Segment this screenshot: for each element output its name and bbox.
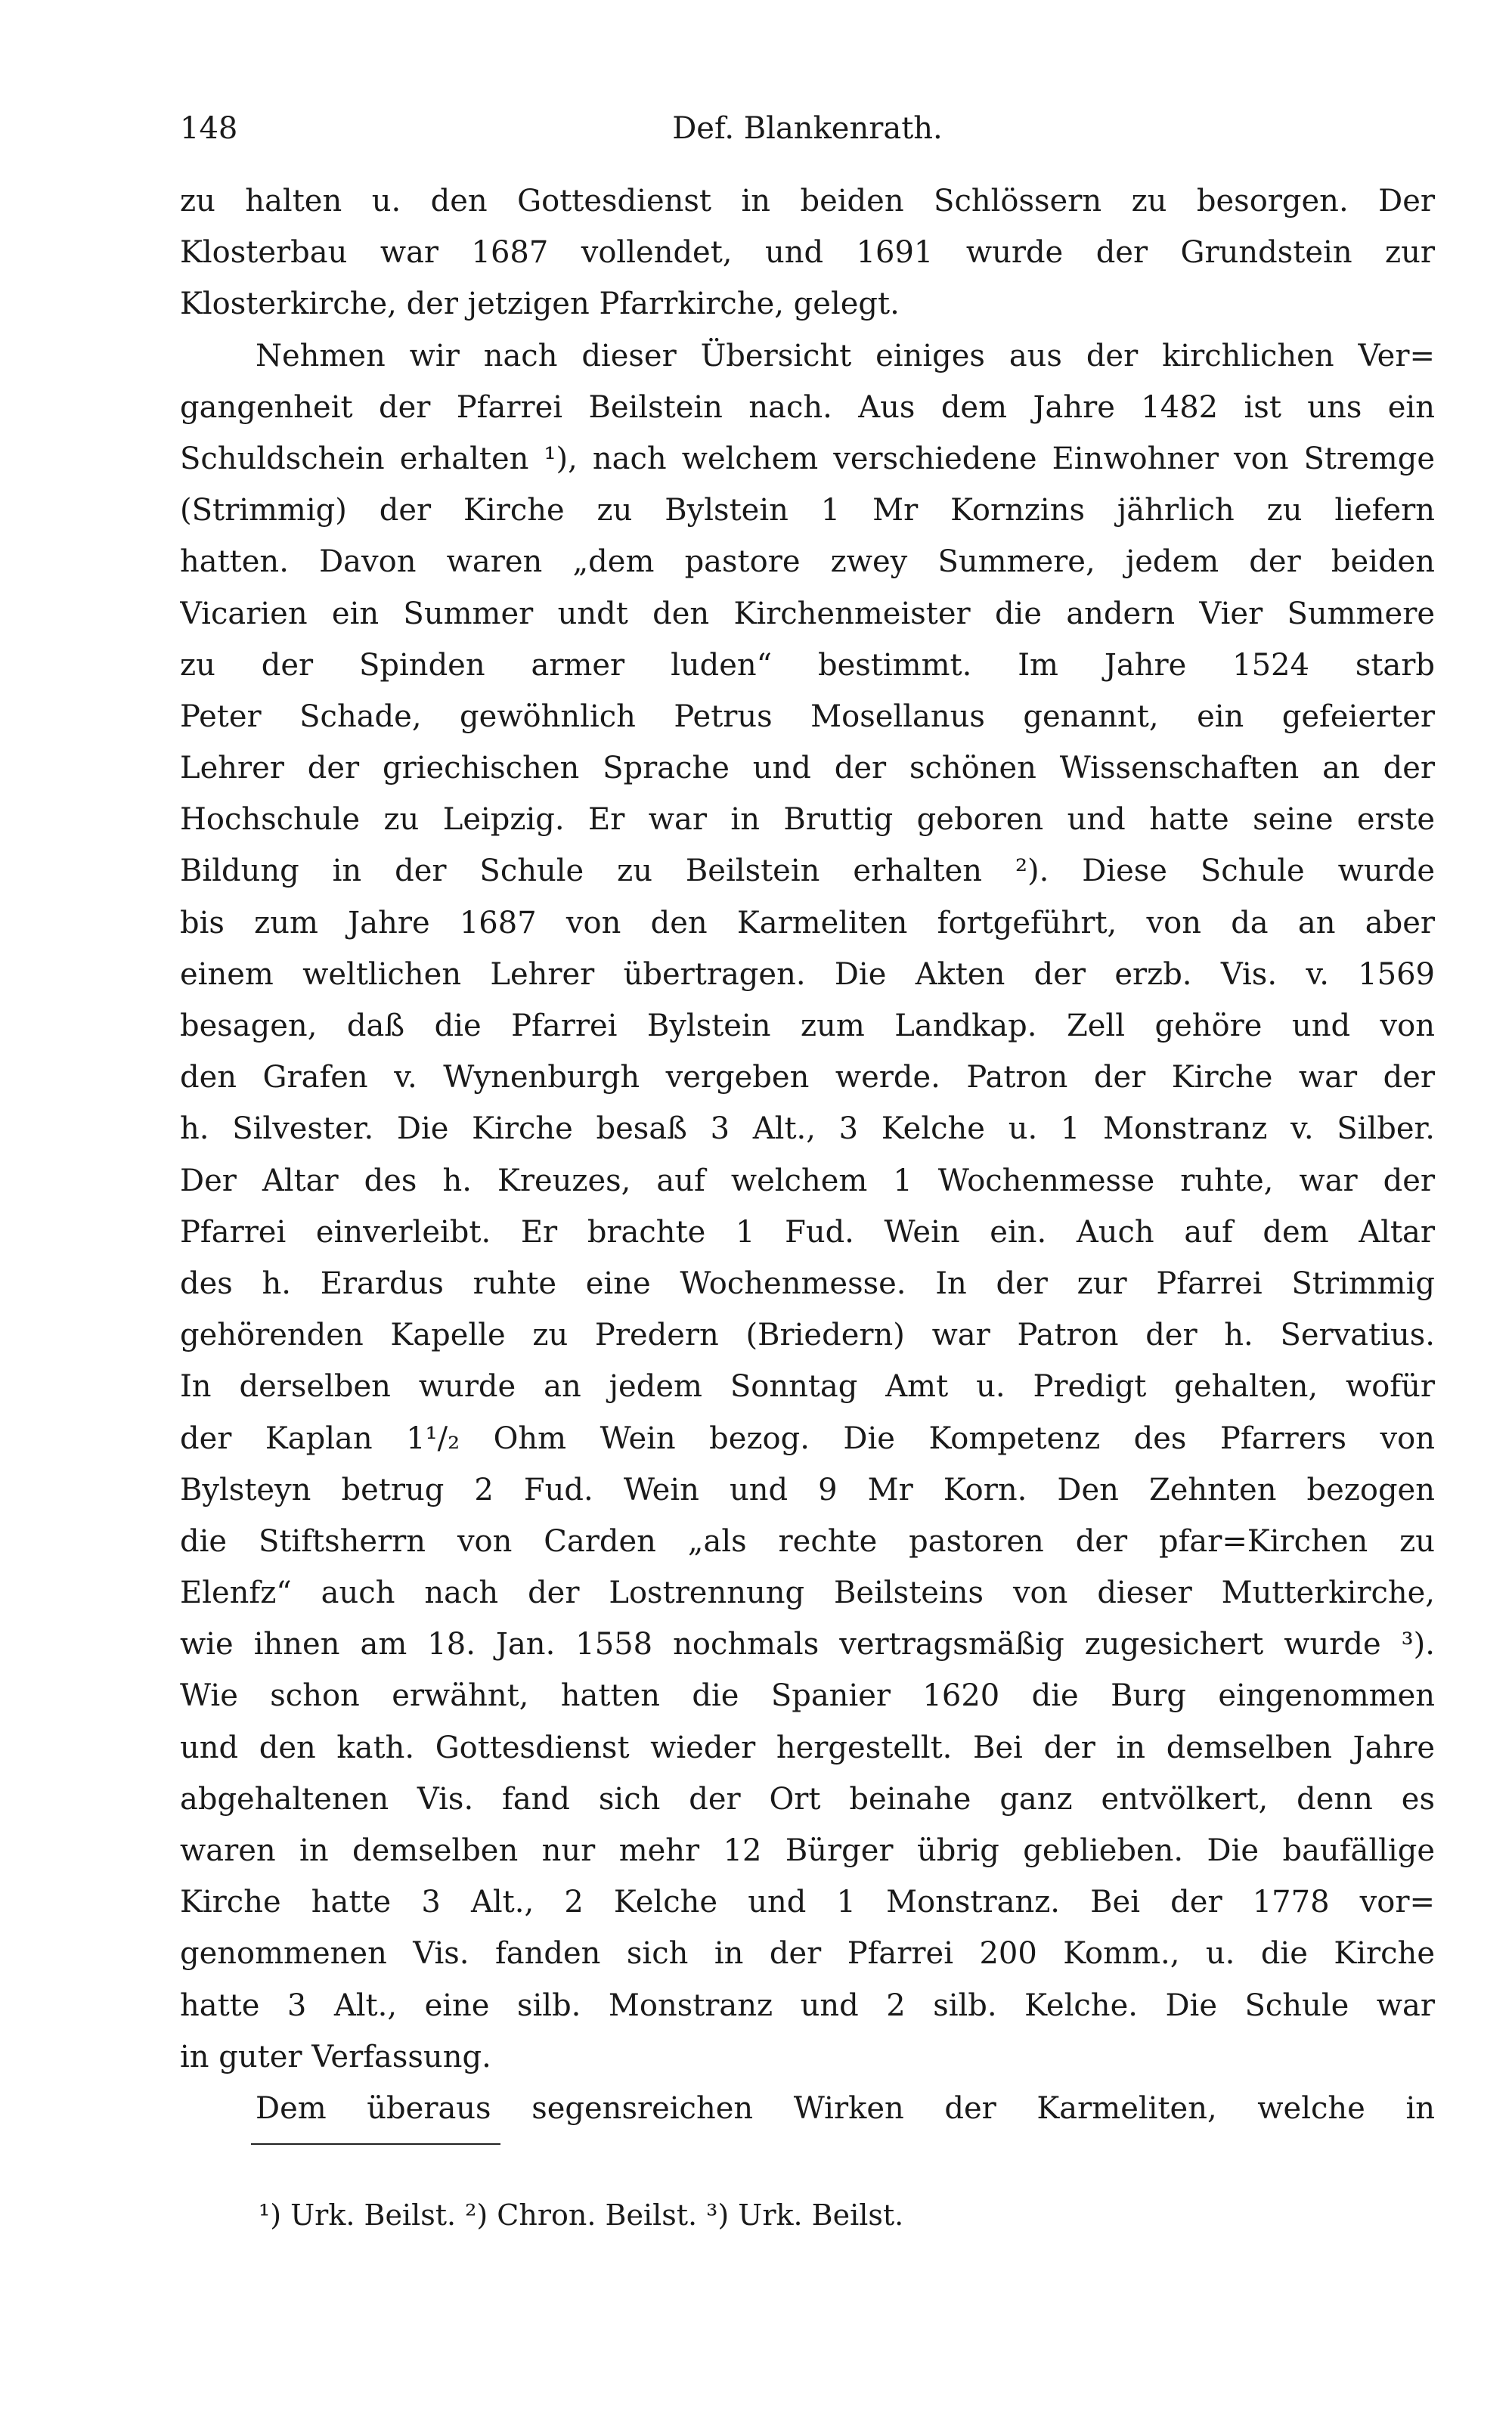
text-line: Der Altar des h. Kreuzes, auf welchem 1 Wochenmesse ruhte, war der (180, 1163, 1435, 1198)
text-line: Klosterbau war 1687 vollendet, und 1691 wurde der Grundstein zur (180, 235, 1435, 271)
text-line: (Strimmig) der Kirche zu Bylstein 1 Mr Kornzins jährlich zu liefern (180, 493, 1435, 528)
text-line: hatte 3 Alt., eine silb. Monstranz und 2 silb. Kelche. Die Schule war (180, 1988, 1435, 2023)
text-line: genommenen Vis. fanden sich in der Pfarrei 200 Komm., u. die Kirche (180, 1936, 1435, 1972)
text-line: Peter Schade, gewöhnlich Petrus Mosellanus genannt, ein gefeierter (180, 699, 1435, 734)
text-line: Kirche hatte 3 Alt., 2 Kelche und 1 Monstranz. Bei der 1778 vor= (180, 1885, 1435, 1920)
text-line: einem weltlichen Lehrer übertragen. Die Akten der erzb. Vis. v. 1569 (180, 956, 1435, 992)
text-line: Wie schon erwähnt, hatten die Spanier 1620 die Burg eingenommen (180, 1678, 1435, 1714)
text-line: die Stiftsherrn von Carden „als rechte pastoren der pfar=Kirchen zu (180, 1523, 1435, 1559)
running-title: Def. Blankenrath. (672, 111, 943, 146)
text-line: abgehaltenen Vis. fand sich der Ort beinahe ganz entvölkert, denn es (180, 1781, 1435, 1817)
text-line: der Kaplan 1¹/₂ Ohm Wein bezog. Die Kompetenz des Pfarrers von (180, 1421, 1435, 1456)
text-line: gangenheit der Pfarrei Beilstein nach. Aus dem Jahre 1482 ist uns ein (180, 389, 1435, 425)
text-line: Klosterkirche, der jetzigen Pfarrkirche, gelegt. (180, 287, 900, 322)
text-line: Elenfz“ auch nach der Lostrennung Beilsteins von dieser Mutterkirche, (180, 1576, 1435, 1611)
text-line: gehörenden Kapelle zu Predern (Briedern) war Patron der h. Servatius. (180, 1318, 1435, 1353)
text-line: Bylsteyn betrug 2 Fud. Wein und 9 Mr Korn. Den Zehnten bezogen (180, 1472, 1435, 1507)
text-line: und den kath. Gottesdienst wieder hergestellt. Bei der in demselben Jahre (180, 1730, 1435, 1765)
text-line: Nehmen wir nach dieser Übersicht einiges aus der kirchlichen Ver= (256, 338, 1435, 373)
page-number: 148 (180, 111, 238, 146)
running-head (180, 106, 1435, 151)
text-line: In derselben wurde an jedem Sonntag Amt u. Predigt gehalten, wofür (180, 1369, 1435, 1405)
footnote-rule (251, 2143, 500, 2145)
text-line: des h. Erardus ruhte eine Wochenmesse. In der zur Pfarrei Strimmig (180, 1266, 1435, 1301)
text-line: zu der Spinden armer luden“ bestimmt. Im Jahre 1524 starb (180, 647, 1435, 683)
text-line: Bildung in der Schule zu Beilstein erhalten ²). Diese Schule wurde (180, 854, 1435, 889)
body-text (180, 175, 1435, 2134)
footnotes: ¹) Urk. Beilst. ²) Chron. Beilst. ³) Urk. Beilst. (259, 2198, 904, 2232)
text-line: den Grafen v. Wynenburgh vergeben werde. Patron der Kirche war der (180, 1060, 1435, 1095)
text-line: bis zum Jahre 1687 von den Karmeliten fortgeführt, von da an aber (180, 905, 1435, 940)
text-line: waren in demselben nur mehr 12 Bürger übrig geblieben. Die baufällige (180, 1833, 1435, 1868)
text-line: Dem überaus segensreichen Wirken der Karmeliten, welche in (256, 2090, 1435, 2126)
text-line: h. Silvester. Die Kirche besaß 3 Alt., 3 Kelche u. 1 Monstranz v. Silber. (180, 1111, 1435, 1147)
text-line: Hochschule zu Leipzig. Er war in Bruttig geboren und hatte seine erste (180, 802, 1435, 838)
text-line: Schuldschein erhalten ¹), nach welchem verschiedene Einwohner von Stremge (180, 441, 1435, 476)
text-line: Vicarien ein Summer undt den Kirchenmeister die andern Vier Summere (180, 596, 1435, 631)
text-line: zu halten u. den Gottesdienst in beiden Schlössern zu besorgen. Der (180, 184, 1435, 218)
text-line: in guter Verfassung. (180, 2039, 491, 2074)
text-line: Lehrer der griechischen Sprache und der schönen Wissenschaften an der (180, 751, 1435, 786)
text-line: besagen, daß die Pfarrei Bylstein zum Landkap. Zell gehöre und von (180, 1009, 1435, 1043)
text-line: Pfarrei einverleibt. Er brachte 1 Fud. Wein ein. Auch auf dem Altar (180, 1214, 1435, 1250)
text-line: wie ihnen am 18. Jan. 1558 nochmals vertragsmäßig zugesichert wurde ³). (180, 1627, 1435, 1662)
text-line: hatten. Davon waren „dem pastore zwey Summere, jedem der beiden (180, 544, 1435, 580)
